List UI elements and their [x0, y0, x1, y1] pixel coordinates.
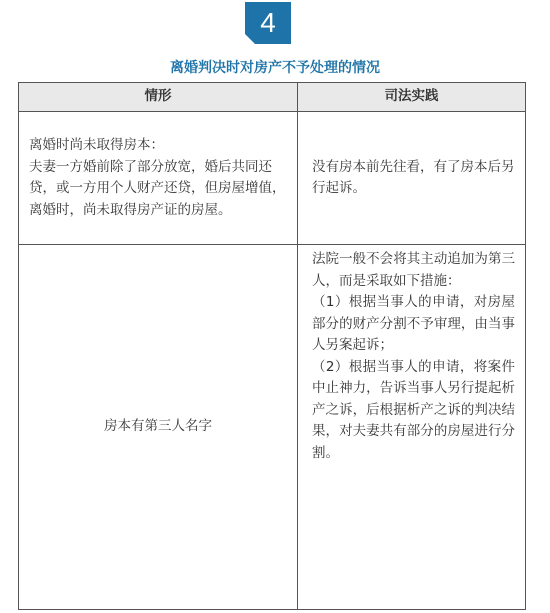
header-judicial-practice: 司法实践	[298, 83, 526, 112]
property-situations-table	[18, 82, 526, 610]
practice-cell	[298, 245, 526, 610]
section-number: 4	[260, 7, 276, 38]
section-number-badge	[245, 2, 291, 44]
situation-cell: 房本有第三人名字	[19, 245, 298, 610]
section-title: 离婚判决时对房产不予处理的情况	[170, 60, 380, 76]
header-situation: 情形	[19, 83, 298, 112]
situation-cell	[19, 112, 298, 245]
practice-measure-1: （1）根据当事人的申请，对房屋部分的财产分割不予审理，由当事人另案起诉；	[312, 294, 515, 353]
practice-intro: 法院一般不会将其主动追加为第三人，而是采取如下措施：	[312, 251, 515, 289]
table-row	[19, 112, 526, 245]
table-header-row	[19, 83, 526, 112]
table-row	[19, 245, 526, 610]
practice-cell	[298, 112, 526, 245]
practice-text: 没有房本前先往看，有了房本后另行起诉。	[312, 158, 515, 196]
situation-title: 离婚时尚未取得房本：	[29, 137, 164, 153]
situation-body: 夫妻一方婚前除了部分放宽，婚后共同还贷，或一方用个人财产还贷，但房屋增值，离婚时，尚未取得房产证的房屋。	[29, 158, 286, 218]
badge-corner-decoration	[245, 34, 255, 44]
practice-measure-2: （2）根据当事人的申请，将案件中止神力，告诉当事人另行提起析产之诉，后根据析产之诉的判决结果，对夫妻共有部分的房屋进行分割。	[312, 358, 515, 461]
